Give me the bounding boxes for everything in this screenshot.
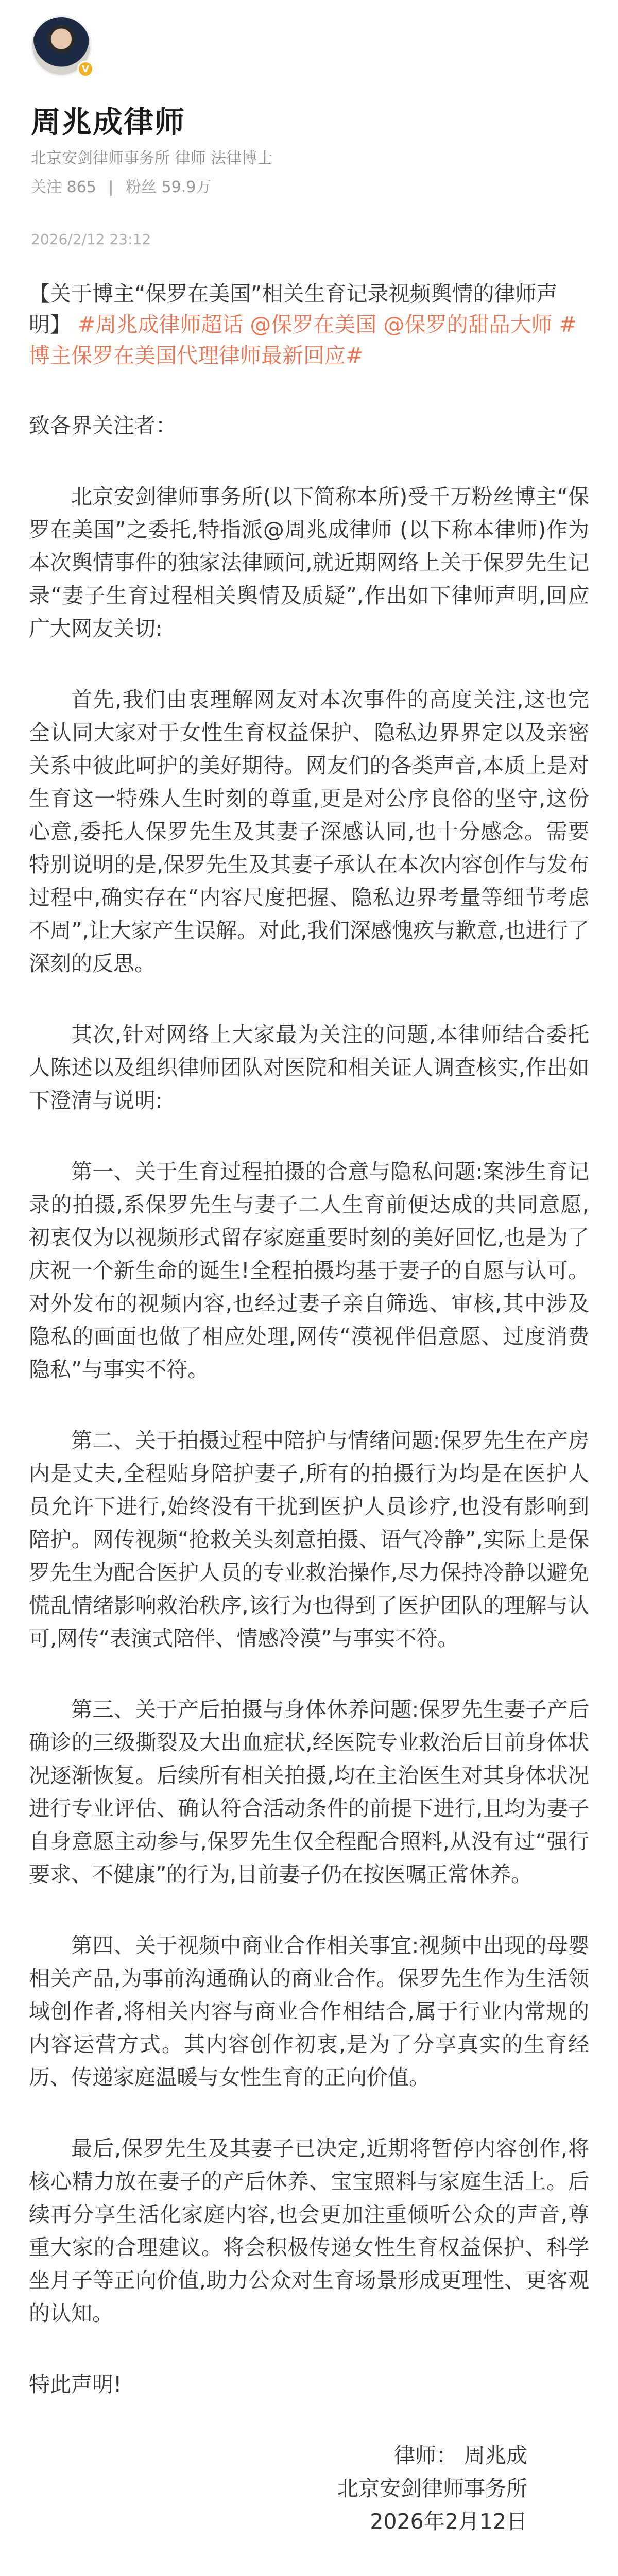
paragraph-apology: 首先,我们由衷理解网友对本次事件的高度关注,这也完全认同大家对于女性生育权益保护、隐私边界界定以及亲密关系中彼此呵护的美好期待。网友们的各类声音,本质上是对生育这一特殊人生时刻的尊重,更是对公序良俗的坚守,这份心意,委托人保罗先生及其妻子深感认同,也十分感念。需要特别说明的是,保罗先生及其妻子承认在本次内容创作与发布过程中,确实存在“内容尺度把握、隐私边界考量等细节考虑不周”,让大家产生误解。对此,我们深感愧疚与歉意,也进行了深刻的反思。 <box>29 687 589 976</box>
post-timestamp: 2026/2/12 23:12 <box>31 231 151 248</box>
signature-lawyer: 律师： 周兆成 <box>393 2443 527 2468</box>
post-headline <box>29 278 589 371</box>
paragraph-intro: 北京安剑律师事务所(以下简称本所)受千万粉丝博主“保罗在美国”之委托,特指派@周兆成律师 (以下称本律师)作为本次舆情事件的独家法律顾问,就近期网络上关于保罗先生记录“妻子生育过程相关舆情及质疑”,作出如下律师声明,回应广大网友关切: <box>29 484 589 641</box>
paragraph-point-2: 第二、关于拍摄过程中陪护与情绪问题:保罗先生在产房内是丈夫,全程贴身陪护妻子,所有的拍摄行为均是在医护人员允许下进行,始终没有干扰到医护人员诊疗,也没有影响到陪护。网传视频“抢救关头刻意拍摄、语气冷静”,实际上是保罗先生为配合医护人员的专业救治操作,尽力保持冷静以避免慌乱情绪影响救治秩序,该行为也得到了医护团队的理解与认可,网传“表演式陪伴、情感冷漠”与事实不符。 <box>29 1428 589 1651</box>
signature-firm: 北京安剑律师事务所 <box>337 2476 527 2501</box>
profile-stats <box>31 174 218 197</box>
paragraph-clarification-intro: 其次,针对网络上大家最为关注的问题,本律师结合委托人陈述以及组织律师团队对医院和相关证人调查核实,作出如下澄清与说明: <box>29 1022 589 1113</box>
follow-count[interactable]: 关注 865 <box>31 178 96 196</box>
verified-badge-icon: V <box>77 61 94 77</box>
profile-header <box>0 0 618 278</box>
headline-tags[interactable]: #周兆成律师超话 @保罗在美国 @保罗的甜品大师 #博主保罗在美国代理律师最新回应# <box>29 312 577 368</box>
post-body <box>0 278 618 2538</box>
paragraph-point-4: 第四、关于视频中商业合作相关事宜:视频中出现的母婴相关产品,为事前沟通确认的商业合作。保罗先生作为生活领域创作者,将相关内容与商业合作相结合,属于行业内常规的内容运营方式。其内容创作初衷,是为了分享真实的生育经历、传递家庭温暖与女性生育的正向价值。 <box>29 1933 589 2090</box>
paragraph-declaration: 特此声明! <box>29 2372 122 2397</box>
stats-separator: | <box>108 178 114 196</box>
verification-text: 北京安剑律师事务所 律师 法律博士 <box>31 149 273 167</box>
salutation: 致各界关注者： <box>29 413 177 438</box>
signature-date: 2026年2月12日 <box>370 2509 527 2534</box>
profile-name[interactable]: 周兆成律师 <box>31 105 186 140</box>
paragraph-point-1: 第一、关于生育过程拍摄的合意与隐私问题:案涉生育记录的拍摄,系保罗先生与妻子二人生育前便达成的共同意愿,初衷仅为以视频形式留存家庭重要时刻的美好回忆,也是为了庆祝一个新生命的诞生!全程拍摄均基于妻子的自愿与认可。对外发布的视频内容,也经过妻子亲自筛选、审核,其中涉及隐私的画面也做了相应处理,网传“漠视伴侣意愿、过度消费隐私”与事实不符。 <box>29 1159 589 1382</box>
fans-count[interactable]: 粉丝 59.9万 <box>126 178 212 196</box>
headline-title: 【关于博主“保罗在美国”相关生育记录视频舆情的律师声明】 <box>29 281 558 337</box>
paragraph-point-3: 第三、关于产后拍摄与身体休养问题:保罗先生妻子产后确诊的三级撕裂及大出血症状,经医院专业救治后目前身体状况逐渐恢复。后续所有相关拍摄,均在主治医生对其身体状况进行专业评估、确认符合活动条件的前提下进行,且均为妻子自身意愿主动参与,保罗先生仅全程配合照料,从没有过“强行要求、不健康”的行为,目前妻子仍在按医嘱正常休养。 <box>29 1697 589 1887</box>
paragraph-conclusion: 最后,保罗先生及其妻子已决定,近期将暂停内容创作,将核心精力放在妻子的产后休养、宝宝照料与家庭生活上。后续再分享生活化家庭内容,也会更加注重倾听公众的声音,尊重大家的合理建议。将会积极传递女性生育权益保护、科学坐月子等正向价值,助力公众对生育场景形成更理性、更客观的认知。 <box>29 2136 589 2326</box>
